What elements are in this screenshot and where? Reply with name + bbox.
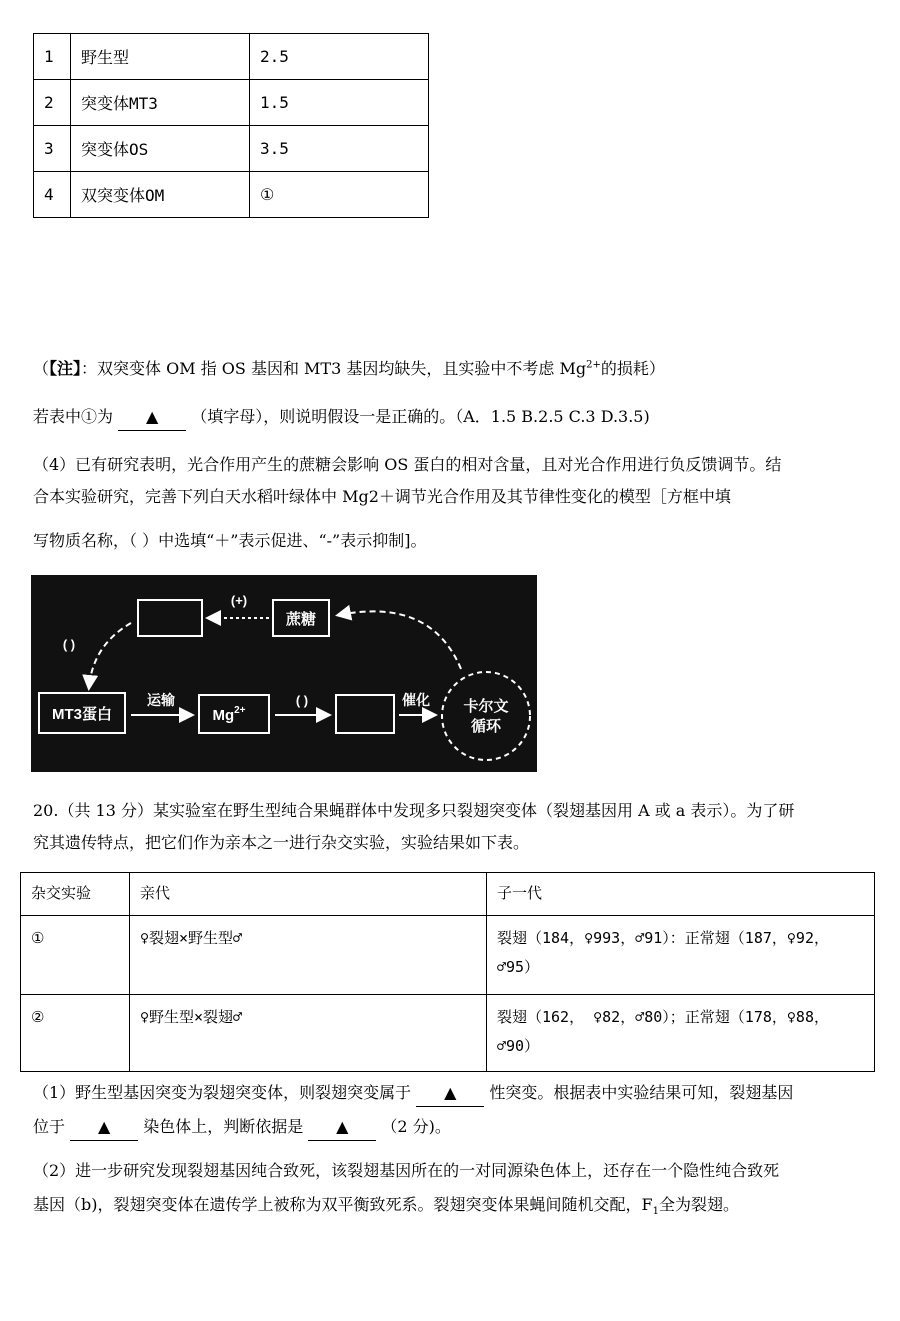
empty-box-top[interactable] bbox=[138, 600, 202, 636]
calvin-label-1: 卡尔文 bbox=[463, 698, 509, 715]
question-20-line1: 20.（共 13 分）某实验室在野生型纯合果蝇群体中发现多只裂翅突变体（裂翅基因用 A 或 a 表示）。为了研 bbox=[33, 801, 795, 820]
note-line: （【注】：双突变体 OM 指 OS 基因和 MT3 基因均缺失，且实验中不考虑 $Mg^{2+}$的损耗） bbox=[33, 359, 665, 378]
table-row bbox=[34, 126, 429, 172]
question-20-line2: 究其遗传特点，把它们作为亲本之一进行杂交实验，实验结果如下表。 bbox=[33, 833, 530, 852]
table-cell: 2.5 bbox=[250, 34, 429, 80]
dashed-curve-right bbox=[339, 611, 461, 669]
table-cell: ① bbox=[21, 916, 130, 995]
table-cell: 4 bbox=[34, 172, 71, 218]
result-table bbox=[33, 33, 429, 218]
table-cell: 1.5 bbox=[250, 80, 429, 126]
table-cell: 突变体OS bbox=[71, 126, 250, 172]
question-4-line1: （4）已有研究表明，光合作用产生的蔗糖会影响 OS 蛋白的相对含量，且对光合作用进行负反馈调节。结 bbox=[33, 455, 782, 474]
table-cell: 双突变体OM bbox=[71, 172, 250, 218]
cross-table bbox=[20, 872, 875, 1072]
mg-label: $Mg^{2+}$ bbox=[212, 705, 246, 724]
question-2-line1: （2）进一步研究发现裂翅基因纯合致死，该裂翅基因所在的一对同源染色体上，还存在一个隐性纯合致死 bbox=[33, 1161, 780, 1180]
table-cell: 突变体MT3 bbox=[71, 80, 250, 126]
table-row bbox=[21, 916, 875, 995]
sucrose-label: 蔗糖 bbox=[285, 611, 317, 628]
answer-blank[interactable]: ▲ bbox=[118, 404, 186, 431]
transport-label: 运输 bbox=[147, 692, 175, 708]
catalyze-label: 催化 bbox=[402, 692, 430, 708]
table-cell: ② bbox=[21, 995, 130, 1072]
calvin-label-2: 循环 bbox=[470, 718, 502, 735]
table-cell: 3.5 bbox=[250, 126, 429, 172]
table-cell: 野生型 bbox=[71, 34, 250, 80]
mt3-label: MT3蛋白 bbox=[51, 706, 113, 723]
table-row bbox=[34, 172, 429, 218]
question-blank-line: 若表中①为 ▲ （填字母），则说明假设一是正确的。（A．1.5 B.2.5 C.3 D.3.5) bbox=[33, 404, 871, 431]
paren-left-label: ( ) bbox=[62, 637, 76, 652]
question-4-line3: 写物质名称，（ ）中选填“＋”表示促进、“-”表示抑制]。 bbox=[33, 531, 427, 550]
question-1-line1: （1）野生型基因突变为裂翅突变体，则裂翅突变属于 ▲ 性突变。根据表中实验结果可知，裂翅基因 bbox=[33, 1080, 871, 1107]
table-row bbox=[34, 34, 429, 80]
table-cell: ♀野生型×裂翅♂ bbox=[130, 995, 487, 1072]
table-cell: ♀裂翅×野生型♂ bbox=[130, 916, 487, 995]
question-4-line2: 合本实验研究，完善下列白天水稻叶绿体中 Mg2＋调节光合作用及其节律性变化的模型［方框中填 bbox=[33, 487, 731, 506]
empty-box-right[interactable] bbox=[336, 695, 394, 733]
table-header: 杂交实验 bbox=[21, 873, 130, 916]
calvin-cycle-circle bbox=[442, 672, 530, 760]
table-cell: ① bbox=[250, 172, 429, 218]
question-1-line2: 位于 ▲ 染色体上，判断依据是 ▲ （2 分)。 bbox=[33, 1114, 871, 1141]
table-header-row bbox=[21, 873, 875, 916]
model-diagram bbox=[31, 575, 537, 772]
table-row bbox=[21, 995, 875, 1072]
plus-label: (+) bbox=[230, 593, 248, 608]
table-header: 亲代 bbox=[130, 873, 487, 916]
table-cell: 3 bbox=[34, 126, 71, 172]
table-cell: 2 bbox=[34, 80, 71, 126]
table-cell: 裂翅（184，♀993，♂91）：正常翅（187，♀92， ♂95） bbox=[487, 916, 875, 995]
table-cell: 1 bbox=[34, 34, 71, 80]
dashed-curve-left bbox=[89, 623, 131, 687]
answer-blank-1[interactable]: ▲ bbox=[416, 1080, 484, 1107]
table-cell: 裂翅（162， ♀82，♂80）；正常翅（178，♀88， ♂90） bbox=[487, 995, 875, 1072]
table-header: 子一代 bbox=[487, 873, 875, 916]
paren-mid-label: ( ) bbox=[295, 693, 309, 708]
answer-blank-2[interactable]: ▲ bbox=[70, 1114, 138, 1141]
note-prefix: 【注】 bbox=[49, 359, 82, 378]
answer-blank-3[interactable]: ▲ bbox=[308, 1114, 376, 1141]
question-2-line2: 基因（b)，裂翅突变体在遗传学上被称为双平衡致死系。裂翅突变体果蝇间随机交配，$F_1$全为裂翅。 bbox=[33, 1195, 739, 1218]
table-row bbox=[34, 80, 429, 126]
